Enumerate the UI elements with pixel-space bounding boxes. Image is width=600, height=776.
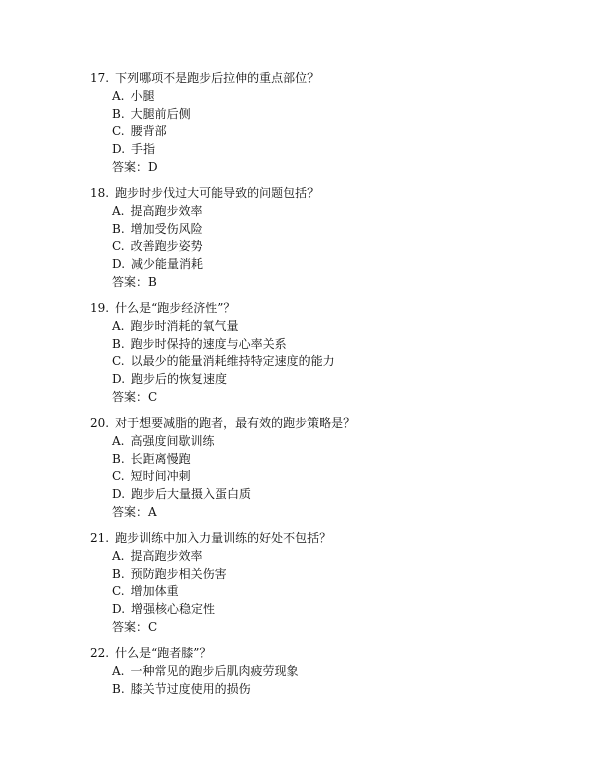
option-text: 长距离慢跑 — [130, 452, 191, 466]
option-a — [112, 203, 203, 219]
question-text: 对于想要减脂的跑者，最有效的跑步策略是？ — [115, 416, 356, 430]
option-b — [112, 566, 227, 582]
option-text: 增强核心稳定性 — [131, 602, 216, 616]
option-text: 跑步后的恢复速度 — [131, 372, 228, 386]
option-d — [112, 141, 155, 157]
option-text: 跑步时消耗的氧气量 — [130, 319, 239, 333]
option-letter: C. — [112, 584, 125, 598]
option-text: 高强度间歇训练 — [130, 434, 215, 448]
option-text: 手指 — [131, 142, 156, 156]
option-d — [112, 601, 215, 617]
option-text: 腰背部 — [130, 124, 167, 138]
option-b — [112, 336, 287, 352]
option-letter: B. — [112, 337, 125, 351]
option-letter: B. — [112, 107, 125, 121]
option-a — [112, 663, 299, 679]
option-text: 预防跑步相关伤害 — [130, 567, 227, 581]
option-a — [112, 318, 239, 334]
answer-line: 答案：C — [112, 620, 158, 634]
question-stem — [90, 530, 331, 546]
option-letter: C. — [112, 469, 125, 483]
option-letter: C. — [112, 124, 125, 138]
option-text: 增加受伤风险 — [130, 222, 203, 236]
question-text: 跑步训练中加入力量训练的好处不包括？ — [115, 531, 332, 545]
option-letter: B. — [112, 222, 125, 236]
option-letter: A. — [112, 319, 125, 333]
option-letter: A. — [112, 434, 125, 448]
option-letter: A. — [112, 89, 125, 103]
option-letter: A. — [112, 204, 125, 218]
option-text: 大腿前后侧 — [130, 107, 191, 121]
option-c — [112, 238, 203, 254]
option-letter: A. — [112, 664, 125, 678]
answer-line: 答案：D — [112, 160, 158, 174]
question-stem — [90, 415, 355, 431]
option-letter: A. — [112, 549, 125, 563]
option-letter: C. — [112, 239, 125, 253]
answer-line: 答案：C — [112, 390, 158, 404]
option-letter: D. — [112, 142, 126, 156]
option-letter: B. — [112, 567, 125, 581]
option-d — [112, 256, 203, 272]
option-text: 跑步后大量摄入蛋白质 — [131, 487, 252, 501]
option-letter: B. — [112, 682, 125, 696]
question-number: 19. — [90, 301, 110, 315]
answer-line: 答案：B — [112, 275, 157, 289]
option-text: 一种常见的跑步后肌肉疲劳现象 — [130, 664, 299, 678]
option-text: 改善跑步姿势 — [130, 239, 203, 253]
question-stem — [90, 70, 319, 86]
question-number: 21. — [90, 531, 110, 545]
option-b — [112, 451, 191, 467]
option-text: 增加体重 — [130, 584, 179, 598]
option-a — [112, 88, 155, 104]
option-c — [112, 353, 335, 369]
answer-line: 答案：A — [112, 505, 157, 519]
option-text: 膝关节过度使用的损伤 — [130, 682, 251, 696]
option-d — [112, 486, 251, 502]
option-letter: D. — [112, 372, 126, 386]
question-number: 20. — [90, 416, 110, 430]
question-stem — [90, 300, 235, 316]
option-letter: B. — [112, 452, 125, 466]
option-text: 小腿 — [130, 89, 155, 103]
option-text: 跑步时保持的速度与心率关系 — [130, 337, 287, 351]
option-b — [112, 106, 191, 122]
question-number: 17. — [90, 71, 110, 85]
question-text: 什么是“跑者膝”？ — [115, 646, 212, 660]
question-number: 18. — [90, 186, 110, 200]
option-letter: D. — [112, 257, 126, 271]
option-text: 减少能量消耗 — [131, 257, 204, 271]
option-a — [112, 548, 203, 564]
option-text: 短时间冲刺 — [130, 469, 191, 483]
option-d — [112, 371, 227, 387]
option-b — [112, 221, 203, 237]
question-number: 22. — [90, 646, 110, 660]
question-text: 跑步时步伐过大可能导致的问题包括？ — [115, 186, 320, 200]
option-letter: D. — [112, 602, 126, 616]
question-text: 什么是“跑步经济性”？ — [115, 301, 236, 315]
option-letter: C. — [112, 354, 125, 368]
option-c — [112, 123, 167, 139]
option-text: 以最少的能量消耗维持特定速度的能力 — [130, 354, 335, 368]
question-text: 下列哪项不是跑步后拉伸的重点部位？ — [115, 71, 320, 85]
option-letter: D. — [112, 487, 126, 501]
question-stem — [90, 185, 319, 201]
option-a — [112, 433, 215, 449]
option-c — [112, 468, 191, 484]
option-b — [112, 681, 251, 697]
option-c — [112, 583, 179, 599]
option-text: 提高跑步效率 — [130, 204, 203, 218]
option-text: 提高跑步效率 — [130, 549, 203, 563]
question-stem — [90, 645, 211, 661]
